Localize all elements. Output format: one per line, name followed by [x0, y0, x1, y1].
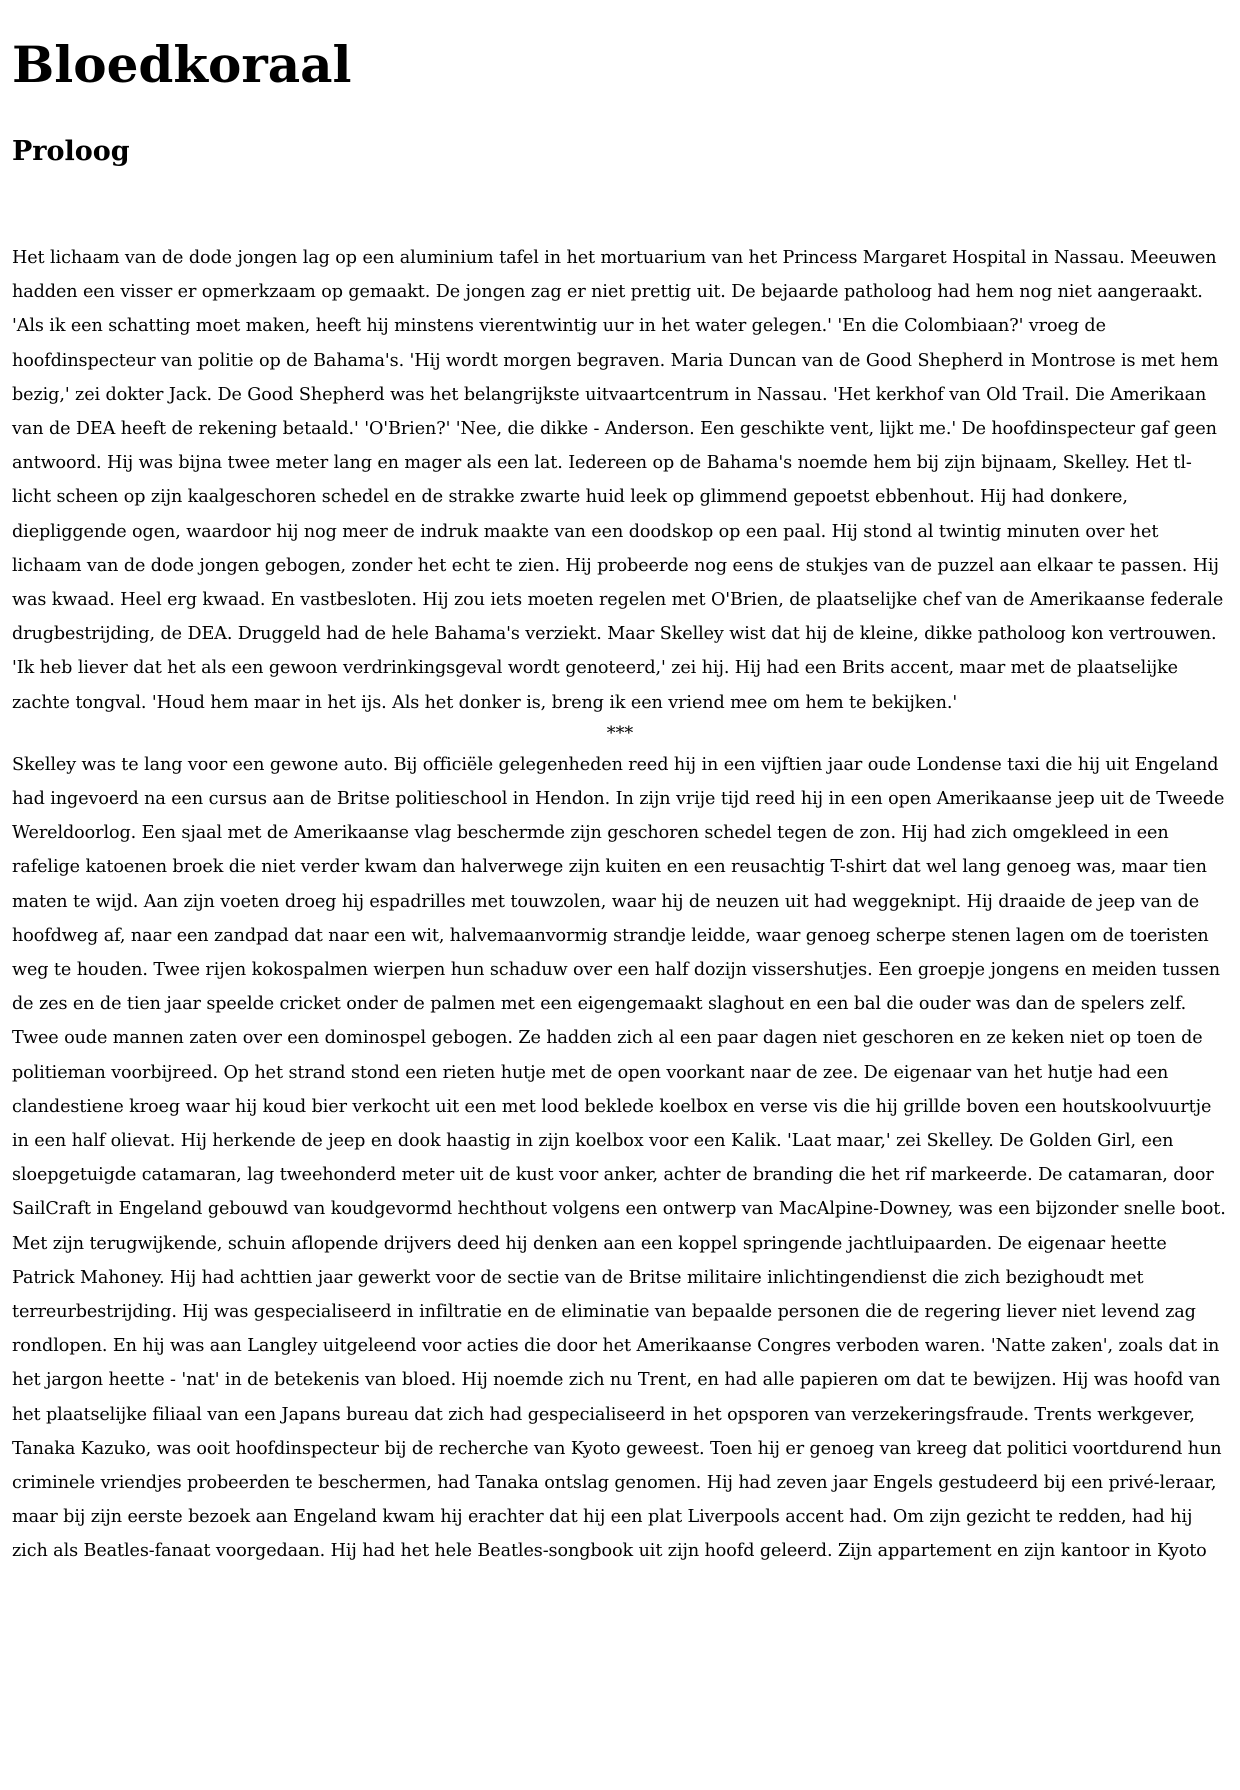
document-page [0, 36, 1240, 1569]
paragraph-1: Het lichaam van de dode jongen lag op een aluminium tafel in het mortuarium van het Princess Margaret Hospital in Nassau. Meeuwen hadden een visser er opmerkzaam op gemaakt. De jongen zag er niet prettig uit. De bejaarde patholoog had hem nog niet aangeraakt. 'Als ik een schatting moet maken, heeft hij minstens vierentwintig uur in het water gelegen.' 'En die Colombiaan?' vroeg de hoofdinspecteur van politie op de Bahama's. 'Hij wordt morgen begraven. Maria Duncan van de Good Shepherd in Montrose is met hem bezig,' zei dokter Jack. De Good Shepherd was het belangrijkste uitvaartcentrum in Nassau. 'Het kerkhof van Old Trail. Die Amerikaan van de DEA heeft de rekening betaald.' 'O'Brien?' 'Nee, die dikke - Anderson. Een geschikte vent, lijkt me.' De hoofdinspecteur gaf geen antwoord. Hij was bijna twee meter lang en mager als een lat. Iedereen op de Bahama's noemde hem bij zijn bijnaam, Skelley. Het tl-licht scheen op zijn kaalgeschoren schedel en de strakke zwarte huid leek op glimmend gepoetst ebbenhout. Hij had donkere, diepliggende ogen, waardoor hij nog meer de indruk maakte van een doodskop op een paal. Hij stond al twintig minuten over het lichaam van de dode jongen gebogen, zonder het echt te zien. Hij probeerde nog eens de stukjes van de puzzel aan elkaar te passen. Hij was kwaad. Heel erg kwaad. En vastbesloten. Hij zou iets moeten regelen met O'Brien, de plaatselijke chef van de Amerikaanse federale drugbestrijding, de DEA. Druggeld had de hele Bahama's verziekt. Maar Skelley wist dat hij de kleine, dikke patholoog kon vertrouwen. 'Ik heb liever dat het als een gewoon verdrinkingsgeval wordt genoteerd,' zei hij. Hij had een Brits accent, maar met de plaatselijke zachte tongval. 'Houd hem maar in het ijs. Als het donker is, breng ik een vriend mee om hem te bekijken.' [12, 247, 1224, 713]
chapter-heading: Proloog [12, 135, 130, 167]
book-title: Bloedkoraal [12, 35, 352, 94]
paragraph-2: Skelley was te lang voor een gewone auto. Bij officiële gelegenheden reed hij in een vijftien jaar oude Londense taxi die hij uit Engeland had ingevoerd na een cursus aan de Britse politieschool in Hendon. In zijn vrije tijd reed hij in een open Amerikaanse jeep uit de Tweede Wereldoorlog. Een sjaal met de Amerikaanse vlag beschermde zijn geschoren schedel tegen de zon. Hij had zich omgekleed in een rafelige katoenen broek die niet verder kwam dan halverwege zijn kuiten en een reusachtig T-shirt dat wel lang genoeg was, maar tien maten te wijd. Aan zijn voeten droeg hij espadrilles met touwzolen, waar hij de neuzen uit had weggeknipt. Hij draaide de jeep van de hoofdweg af, naar een zandpad dat naar een wit, halvemaanvormig strandje leidde, waar genoeg scherpe stenen lagen om de toeristen weg te houden. Twee rijen kokospalmen wierpen hun schaduw over een half dozijn vissershutjes. Een groepje jongens en meiden tussen de zes en de tien jaar speelde cricket onder de palmen met een eigengemaakt slaghout en een bal die ouder was dan de spelers zelf. Twee oude mannen zaten over een dominospel gebogen. Ze hadden zich al een paar dagen niet geschoren en ze keken niet op toen de politieman voorbijreed. Op het strand stond een rieten hutje met de open voorkant naar de zee. De eigenaar van het hutje had een clandestiene kroeg waar hij koud bier verkocht uit een met lood beklede koelbox en verse vis die hij grillde boven een houtskoolvuurtje in een half olievat. Hij herkende de jeep en dook haastig in zijn koelbox voor een Kalik. 'Laat maar,' zei Skelley. De Golden Girl, een sloepgetuigde catamaran, lag tweehonderd meter uit de kust voor anker, achter de branding die het rif markeerde. De catamaran, door SailCraft in Engeland gebouwd van koudgevormd hechthout volgens een ontwerp van MacAlpine-Downey, was een bijzonder snelle boot. Met zijn terugwijkende, schuin aflopende drijvers deed hij denken aan een koppel springende jachtluipaarden. De eigenaar heette Patrick Mahoney. Hij had achttien jaar gewerkt voor de sectie van de Britse militaire inlichtingendienst die zich bezighoudt met terreurbestrijding. Hij was gespecialiseerd in infiltratie en de eliminatie van bepaalde personen die de regering liever niet levend zag rondlopen. En hij was aan Langley uitgeleend voor acties die door het Amerikaanse Congres verboden waren. 'Natte zaken', zoals dat in het jargon heette - 'nat' in de betekenis van bloed. Hij noemde zich nu Trent, en had alle papieren om dat te bewijzen. Hij was hoofd van het plaatselijke filiaal van een Japans bureau dat zich had gespecialiseerd in het opsporen van verzekeringsfraude. Trents werkgever, Tanaka Kazuko, was ooit hoofdinspecteur bij de recherche van Kyoto geweest. Toen hij er genoeg van kreeg dat politici voortdurend hun criminele vriendjes probeerden te beschermen, had Tanaka ontslag genomen. Hij had zeven jaar Engels gestudeerd bij een privé-leraar, maar bij zijn eerste bezoek aan Engeland kwam hij erachter dat hij een plat Liverpools accent had. Om zijn gezicht te redden, had hij zich als Beatles-fanaat voorgedaan. Hij had het hele Beatles-songbook uit zijn hoofd geleerd. Zijn appartement en zijn kantoor in Kyoto [12, 754, 1226, 1562]
scene-separator: *** [606, 723, 634, 744]
